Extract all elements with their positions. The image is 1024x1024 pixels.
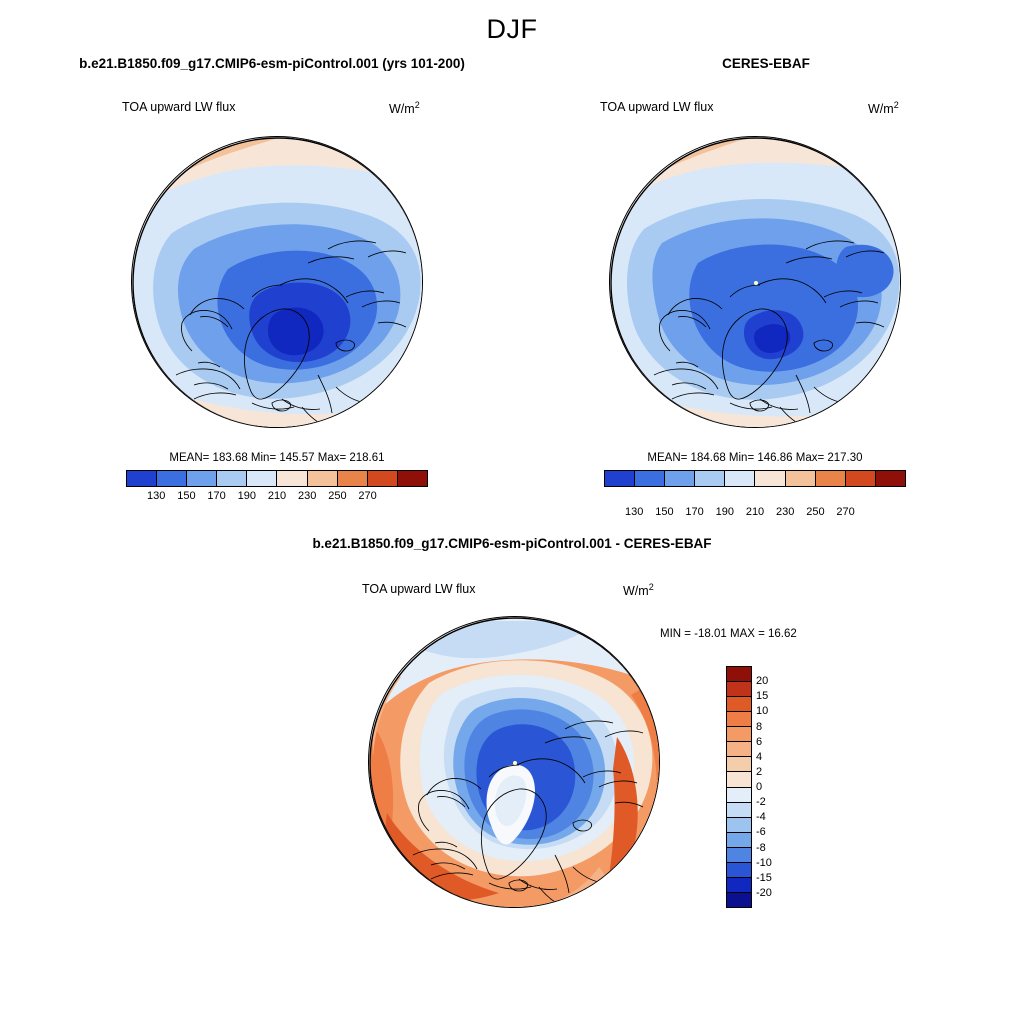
colorbar-cell (727, 697, 751, 712)
units-label-model: $W/m^2$ (389, 100, 420, 117)
variable-label-model: TOA upward LW flux (122, 100, 236, 114)
colorbar-cell (368, 471, 398, 486)
colorbar-cell (605, 471, 635, 486)
colorbar-diff (726, 666, 752, 908)
colorbar-cell (816, 471, 846, 486)
colorbar-tick-label: 150 (177, 490, 196, 502)
colorbar-cell (727, 863, 751, 878)
colorbar-cell (876, 471, 905, 486)
colorbar-cell (338, 471, 368, 486)
colorbar-tick-label: -10 (756, 856, 772, 869)
units-label-obs: $W/m^2$ (868, 100, 899, 117)
colorbar-cell (727, 727, 751, 742)
colorbar-tick-label: 20 (756, 675, 769, 688)
colorbar-tick-label: 270 (836, 506, 855, 518)
colorbar-tick-label: 6 (756, 735, 763, 748)
colorbar-tick-label: 2 (756, 765, 763, 778)
colorbar-cell (727, 833, 751, 848)
colorbar-tick-label: 130 (147, 490, 166, 502)
colorbar-tick-label: 250 (328, 490, 347, 502)
colorbar-cell (665, 471, 695, 486)
colorbar-cell (727, 742, 751, 757)
colorbar-cell (277, 471, 307, 486)
colorbar-tick-label: 0 (756, 781, 763, 793)
colorbar-model (126, 470, 428, 487)
colorbar-ticks-diff (756, 666, 796, 908)
colorbar-tick-label: 15 (756, 690, 769, 703)
colorbar-cell (727, 667, 751, 682)
panel-title-diff: b.e21.B1850.f09_g17.CMIP6-esm-piControl.001 - CERES-EBAF (312, 536, 712, 551)
colorbar-tick-label: 10 (756, 705, 769, 718)
panel-title-model: b.e21.B1850.f09_g17.CMIP6-esm-piControl.001 (yrs 101-200) (79, 56, 465, 71)
colorbar-tick-label: -4 (756, 811, 766, 824)
colorbar-tick-label: -2 (756, 796, 766, 809)
units-label-diff: $W/m^2$ (623, 582, 654, 599)
colorbar-cell (727, 803, 751, 818)
colorbar-diff-wrap (726, 666, 772, 908)
page-title: DJF (486, 14, 538, 44)
stats-obs: MEAN= 184.68 Min= 146.86 Max= 217.30 (647, 452, 863, 464)
colorbar-tick-label: 8 (756, 720, 763, 733)
colorbar-tick-label: 150 (655, 506, 674, 518)
colorbar-tick-label: 170 (207, 490, 226, 502)
stats-model: MEAN= 183.68 Min= 145.57 Max= 218.61 (169, 452, 385, 464)
map-globe-obs (609, 136, 901, 428)
colorbar-cell (727, 878, 751, 893)
colorbar-ticks-obs (604, 504, 906, 520)
colorbar-cell (308, 471, 338, 486)
colorbar-ticks-model (126, 488, 428, 504)
colorbar-cell (727, 757, 751, 772)
colorbar-cell (727, 893, 751, 907)
panel-title-obs: CERES-EBAF (722, 56, 810, 71)
variable-label-diff: TOA upward LW flux (362, 582, 476, 596)
colorbar-tick-label: -8 (756, 841, 766, 854)
colorbar-tick-label: 250 (806, 506, 825, 518)
colorbar-cell (127, 471, 157, 486)
colorbar-tick-label: 270 (358, 490, 377, 502)
map-globe-diff (368, 616, 660, 908)
colorbar-cell (727, 848, 751, 863)
colorbar-cell (727, 818, 751, 833)
colorbar-cell (727, 712, 751, 727)
colorbar-cell (727, 682, 751, 697)
colorbar-tick-label: -15 (756, 871, 772, 884)
colorbar-cell (725, 471, 755, 486)
colorbar-cell (846, 471, 876, 486)
colorbar-tick-label: 210 (267, 490, 287, 502)
colorbar-tick-label: -6 (756, 826, 766, 839)
colorbar-cell (727, 788, 751, 803)
map-globe-model (131, 136, 423, 428)
colorbar-cell (217, 471, 247, 486)
colorbar-cell (786, 471, 816, 486)
colorbar-cell (247, 471, 277, 486)
colorbar-tick-label: 170 (685, 506, 704, 518)
colorbar-tick-label: 230 (298, 490, 317, 502)
colorbar-obs (604, 470, 906, 487)
colorbar-tick-label: 190 (715, 506, 734, 518)
colorbar-cell (695, 471, 725, 486)
colorbar-tick-label: -20 (756, 886, 772, 899)
colorbar-tick-label: 210 (745, 506, 765, 518)
colorbar-cell (755, 471, 785, 486)
colorbar-cell (635, 471, 665, 486)
colorbar-cell (398, 471, 427, 486)
colorbar-cell (187, 471, 217, 486)
stats-diff: MIN = -18.01 MAX = 16.62 (660, 628, 797, 640)
colorbar-cell (157, 471, 187, 486)
colorbar-tick-label: 230 (776, 506, 795, 518)
colorbar-cell (727, 772, 751, 787)
colorbar-tick-label: 4 (756, 750, 763, 763)
variable-label-obs: TOA upward LW flux (600, 100, 714, 114)
colorbar-tick-label: 130 (625, 506, 644, 518)
colorbar-tick-label: 190 (237, 490, 256, 502)
